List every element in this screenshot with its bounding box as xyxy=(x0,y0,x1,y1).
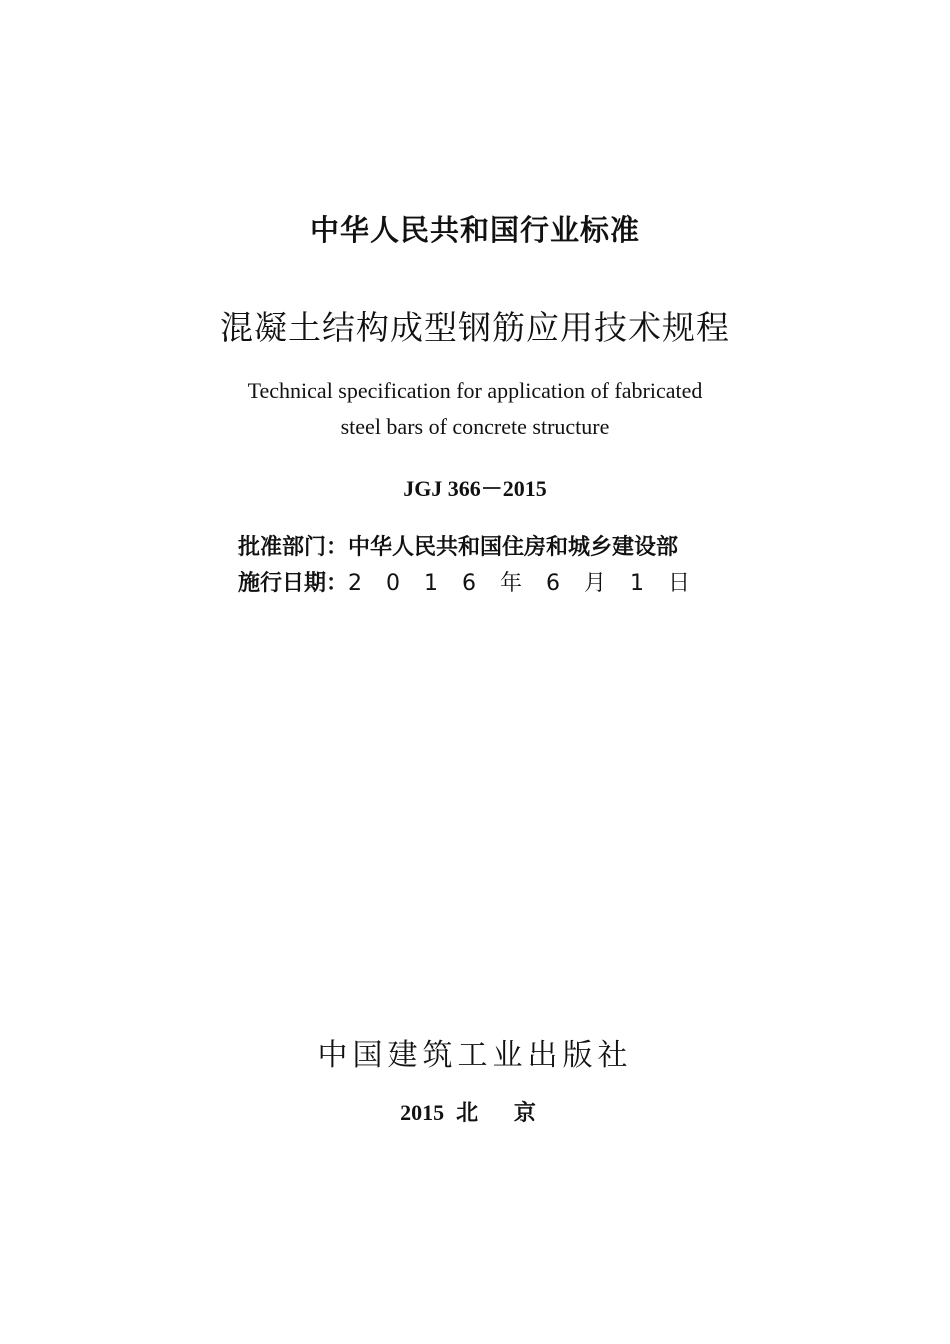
publisher-name: 中国建筑工业出版社 xyxy=(317,1038,633,1073)
standard-code: JGJ 366－2015 xyxy=(403,476,547,501)
publication-city: 北 京 xyxy=(456,1101,550,1126)
date-day: 1 xyxy=(630,571,645,596)
approval-label: 批准部门： xyxy=(238,535,349,560)
effective-date-value xyxy=(348,571,690,596)
date-year-char: 年 xyxy=(500,571,523,596)
approval-value: 中华人民共和国住房和城乡建设部 xyxy=(348,535,679,560)
date-digit: 2 xyxy=(348,571,363,596)
publication-year: 2015 xyxy=(400,1100,445,1125)
date-digit: 0 xyxy=(386,571,401,596)
series-title: 中华人民共和国行业标准 xyxy=(309,213,640,247)
effective-date-row xyxy=(238,566,690,597)
english-title-line-1: Technical specification for application of fabricated xyxy=(247,378,703,403)
main-title: 混凝土结构成型钢筋应用技术规程 xyxy=(220,308,730,347)
date-month: 6 xyxy=(546,571,561,596)
publication-place xyxy=(0,1096,950,1127)
english-title-line-2: steel bars of concrete structure xyxy=(340,414,610,439)
date-month-char: 月 xyxy=(584,571,607,596)
date-day-char: 日 xyxy=(668,571,691,596)
approval-row xyxy=(238,530,678,561)
date-digit: 1 xyxy=(424,571,439,596)
effective-date-label: 施行日期： xyxy=(238,571,349,596)
date-digit: 6 xyxy=(462,571,477,596)
